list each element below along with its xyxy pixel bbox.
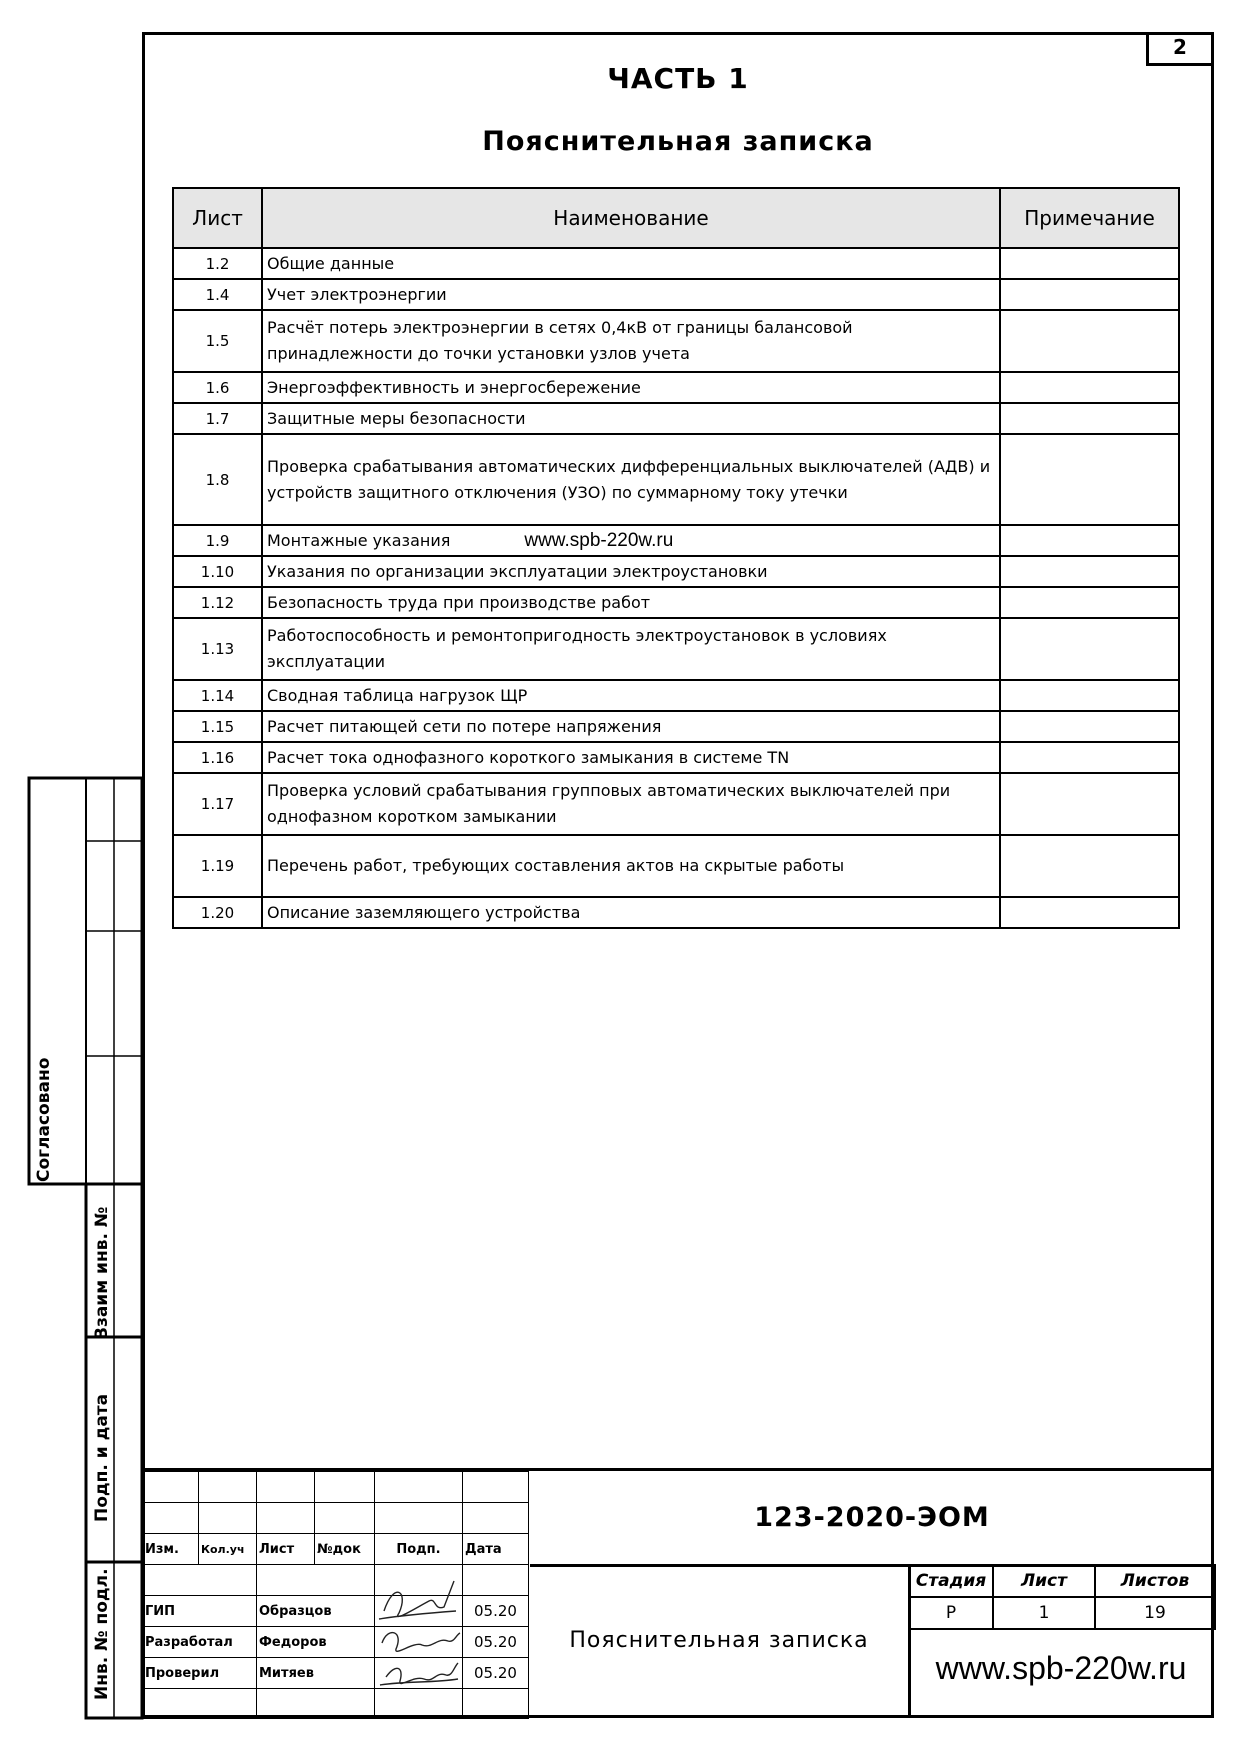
title-block bbox=[142, 1468, 1214, 1718]
row-sheet-number: 1.13 bbox=[173, 618, 262, 680]
row-name: Общие данные bbox=[262, 248, 1000, 279]
part-title: ЧАСТЬ 1 bbox=[607, 62, 749, 95]
row-name bbox=[262, 525, 1000, 556]
signer-row bbox=[143, 1565, 529, 1596]
table-row bbox=[173, 434, 1179, 525]
signer-role: ГИП bbox=[143, 1596, 257, 1627]
page-number: 2 bbox=[1146, 32, 1214, 66]
watermark-text: www.spb-220w.ru bbox=[524, 529, 674, 551]
stage-header-row bbox=[909, 1565, 1215, 1597]
row-note bbox=[1000, 587, 1179, 618]
row-name: Сводная таблица нагрузок ЩР bbox=[262, 680, 1000, 711]
signer-row bbox=[143, 1627, 529, 1658]
row-note bbox=[1000, 403, 1179, 434]
row-sheet-number: 1.10 bbox=[173, 556, 262, 587]
row-sheet-number: 1.2 bbox=[173, 248, 262, 279]
row-note bbox=[1000, 680, 1179, 711]
col-header-sheet: Лист bbox=[257, 1534, 315, 1565]
row-note bbox=[1000, 742, 1179, 773]
row-sheet-number: 1.6 bbox=[173, 372, 262, 403]
document-title: Пояснительная записка bbox=[482, 126, 874, 157]
inv-replace-label: Взаим инв. № bbox=[92, 1206, 112, 1340]
table-row bbox=[173, 248, 1179, 279]
row-sheet-number: 1.8 bbox=[173, 434, 262, 525]
sheets-value: 19 bbox=[1095, 1597, 1215, 1629]
sheets-header: Листов bbox=[1095, 1565, 1215, 1597]
table-row bbox=[173, 835, 1179, 897]
sign-date-label: Подп. и дата bbox=[92, 1393, 112, 1522]
header-name: Наименование bbox=[262, 188, 1000, 248]
table-row bbox=[173, 403, 1179, 434]
signer-row bbox=[143, 1596, 529, 1627]
signer-name: Образцов bbox=[257, 1596, 375, 1627]
row-sheet-number: 1.4 bbox=[173, 279, 262, 310]
row-note bbox=[1000, 525, 1179, 556]
revision-row bbox=[143, 1503, 529, 1534]
signer-name: Федоров bbox=[257, 1627, 375, 1658]
row-note bbox=[1000, 556, 1179, 587]
row-note bbox=[1000, 372, 1179, 403]
row-name: Учет электроэнергии bbox=[262, 279, 1000, 310]
table-row bbox=[173, 310, 1179, 372]
row-name: Проверка условий срабатывания групповых автоматических выключателей при однофазном коротком замыкании bbox=[262, 773, 1000, 835]
table-row bbox=[173, 587, 1179, 618]
table-row bbox=[173, 773, 1179, 835]
row-note bbox=[1000, 618, 1179, 680]
website-watermark: www.spb-220w.ru bbox=[935, 1650, 1187, 1686]
table-row bbox=[173, 556, 1179, 587]
row-sheet-number: 1.9 bbox=[173, 525, 262, 556]
row-sheet-number: 1.7 bbox=[173, 403, 262, 434]
row-note bbox=[1000, 310, 1179, 372]
inv-original-label: Инв. № подл. bbox=[92, 1568, 112, 1700]
stage-value: Р bbox=[909, 1597, 993, 1629]
table-row bbox=[173, 742, 1179, 773]
contents-table bbox=[172, 187, 1180, 929]
row-sheet-number: 1.19 bbox=[173, 835, 262, 897]
row-sheet-number: 1.14 bbox=[173, 680, 262, 711]
col-header-date: Дата bbox=[463, 1534, 529, 1565]
title-block-doc-name: Пояснительная записка bbox=[530, 1564, 911, 1718]
row-note bbox=[1000, 711, 1179, 742]
signer-row bbox=[143, 1689, 529, 1719]
signatures-image bbox=[374, 1571, 464, 1721]
row-sheet-number: 1.17 bbox=[173, 773, 262, 835]
col-header-change: Изм. bbox=[143, 1534, 199, 1565]
row-sheet-number: 1.20 bbox=[173, 897, 262, 928]
agreed-label: Согласовано bbox=[34, 1057, 54, 1182]
row-name: Проверка срабатывания автоматических дифференциальных выключателей (АДВ) и устройств защитного отключения (УЗО) по суммарному току утечки bbox=[262, 434, 1000, 525]
signer-name: Митяев bbox=[257, 1658, 375, 1689]
sheet-header: Лист bbox=[993, 1565, 1095, 1597]
revision-row bbox=[143, 1472, 529, 1503]
table-row bbox=[173, 897, 1179, 928]
col-header-count: Кол.уч bbox=[199, 1534, 257, 1565]
row-name: Безопасность труда при производстве работ bbox=[262, 587, 1000, 618]
table-row bbox=[173, 618, 1179, 680]
signer-date: 05.20 bbox=[463, 1658, 529, 1689]
signer-role: Проверил bbox=[143, 1658, 257, 1689]
row-note bbox=[1000, 897, 1179, 928]
row-sheet-number: 1.16 bbox=[173, 742, 262, 773]
row-note bbox=[1000, 773, 1179, 835]
row-note bbox=[1000, 279, 1179, 310]
row-sheet-number: 1.15 bbox=[173, 711, 262, 742]
row-note bbox=[1000, 434, 1179, 525]
col-header-sign: Подп. bbox=[375, 1534, 463, 1565]
stage-table bbox=[908, 1564, 1216, 1630]
row-name: Работоспособность и ремонтопригодность электроустановок в условиях эксплуатации bbox=[262, 618, 1000, 680]
row-name: Указания по организации эксплуатации электроустановки bbox=[262, 556, 1000, 587]
row-name: Защитные меры безопасности bbox=[262, 403, 1000, 434]
table-header-row bbox=[173, 188, 1179, 248]
table-row bbox=[173, 525, 1179, 556]
side-stamp-grid bbox=[26, 776, 146, 1721]
row-name: Расчет тока однофазного короткого замыкания в системе TN bbox=[262, 742, 1000, 773]
document-code: 123-2020-ЭОМ bbox=[530, 1471, 1214, 1567]
signer-date: 05.20 bbox=[463, 1627, 529, 1658]
row-name: Перечень работ, требующих составления актов на скрытые работы bbox=[262, 835, 1000, 897]
row-sheet-number: 1.5 bbox=[173, 310, 262, 372]
row-note bbox=[1000, 835, 1179, 897]
row-name: Расчет питающей сети по потере напряжения bbox=[262, 711, 1000, 742]
revision-table bbox=[142, 1471, 529, 1719]
row-name: Энергоэффективность и энергосбережение bbox=[262, 372, 1000, 403]
table-row bbox=[173, 680, 1179, 711]
table-row bbox=[173, 372, 1179, 403]
sheet-value: 1 bbox=[993, 1597, 1095, 1629]
signer-date: 05.20 bbox=[463, 1596, 529, 1627]
row-name: Описание заземляющего устройства bbox=[262, 897, 1000, 928]
row-note bbox=[1000, 248, 1179, 279]
signer-row bbox=[143, 1658, 529, 1689]
header-note: Примечание bbox=[1000, 188, 1179, 248]
row-name: Расчёт потерь электроэнергии в сетях 0,4кВ от границы балансовой принадлежности до точки установки узлов учета bbox=[262, 310, 1000, 372]
row-name-text: Монтажные указания bbox=[267, 530, 451, 550]
signer-role: Разработал bbox=[143, 1627, 257, 1658]
header-sheet: Лист bbox=[173, 188, 262, 248]
table-row bbox=[173, 279, 1179, 310]
revision-header-row bbox=[143, 1534, 529, 1565]
col-header-docnum: №док bbox=[315, 1534, 375, 1565]
row-sheet-number: 1.12 bbox=[173, 587, 262, 618]
stage-header: Стадия bbox=[909, 1565, 993, 1597]
table-row bbox=[173, 711, 1179, 742]
